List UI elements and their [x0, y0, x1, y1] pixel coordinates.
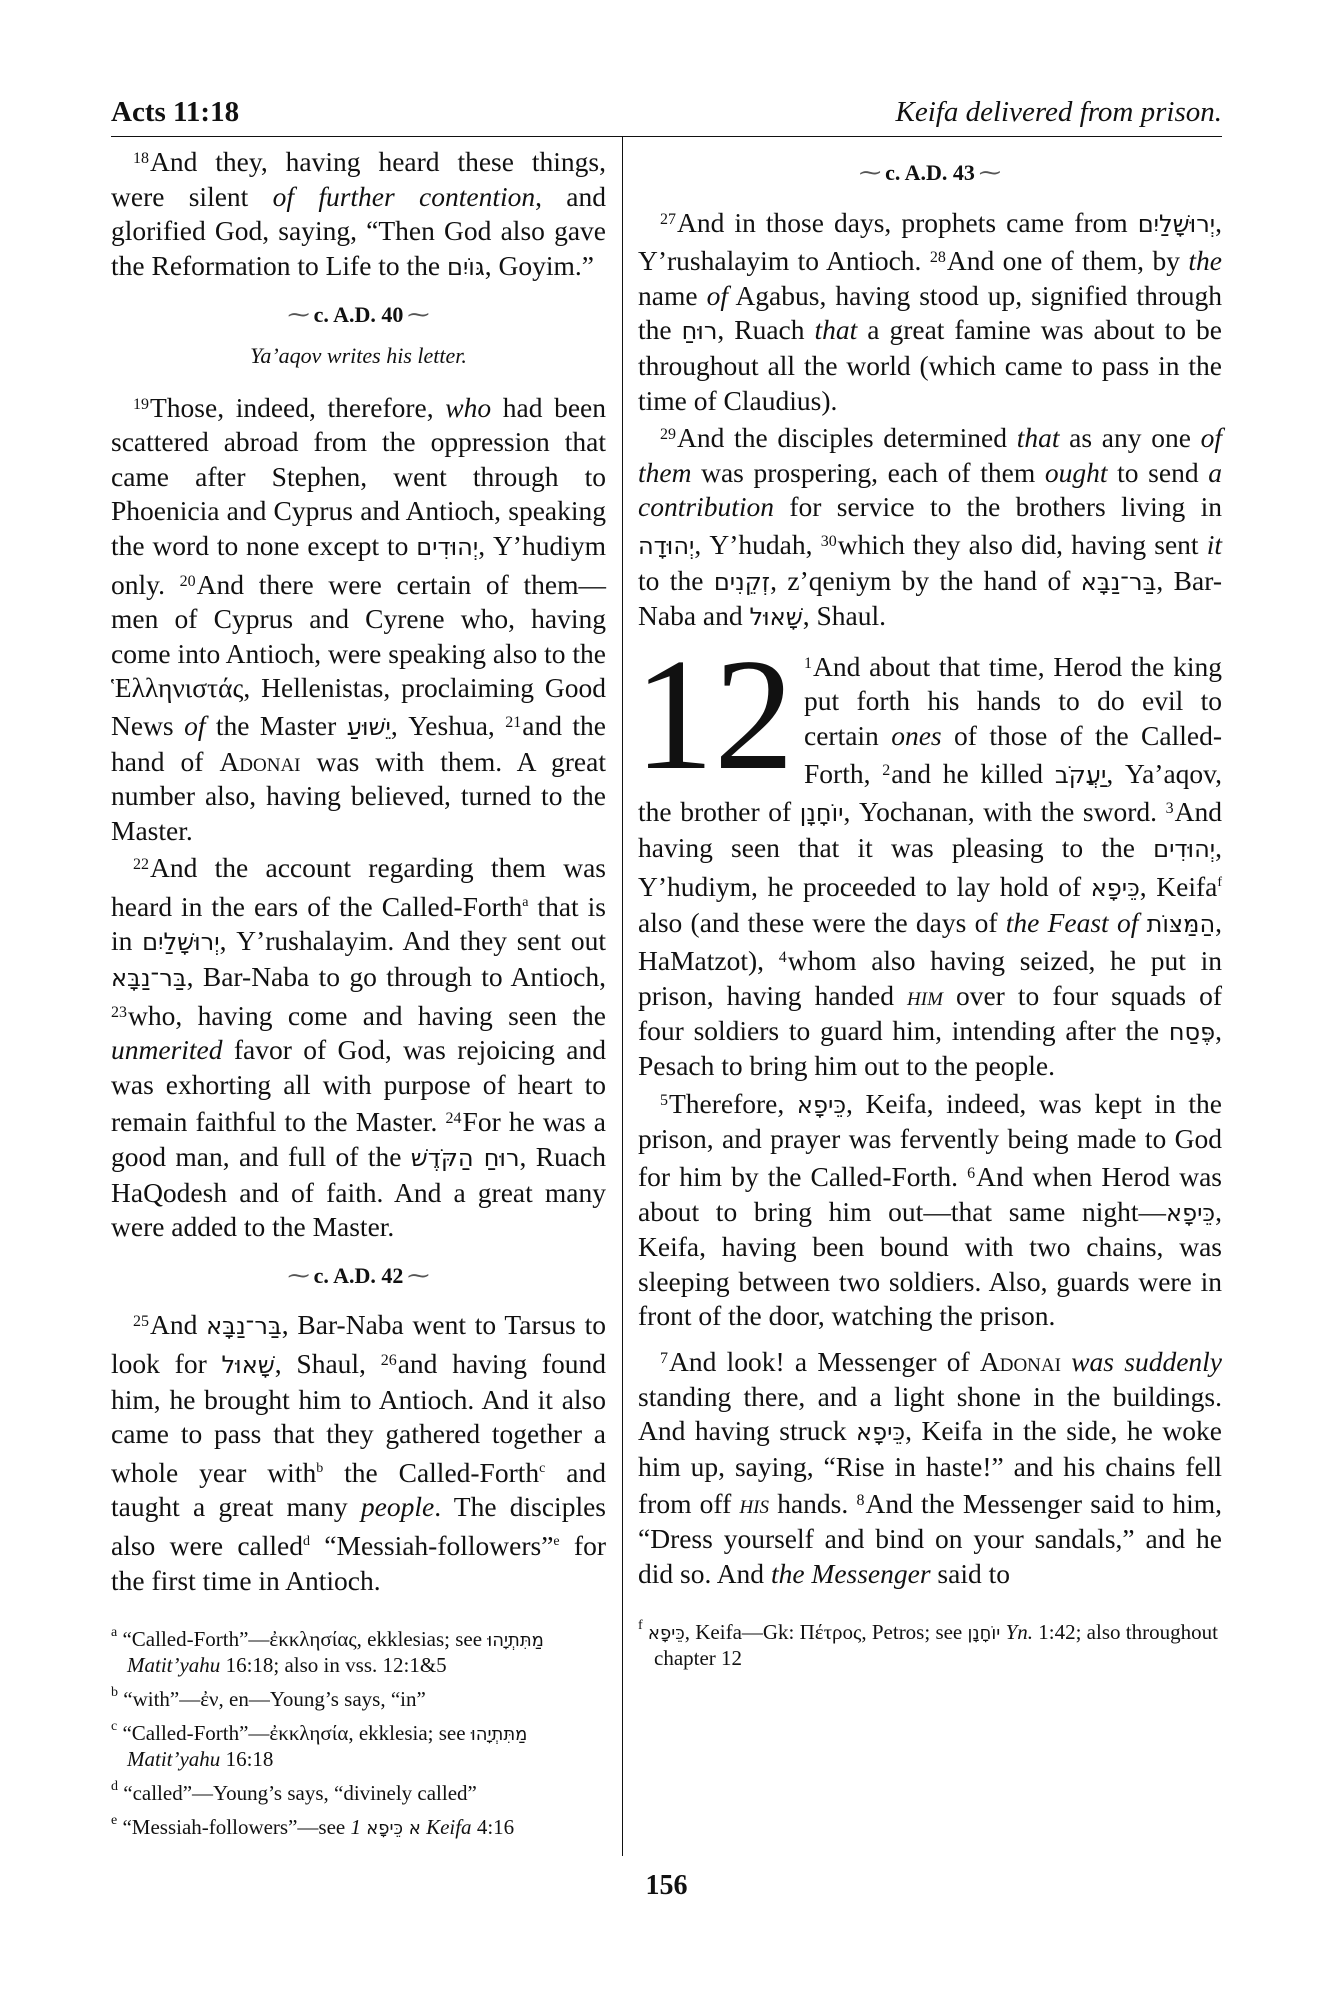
- left-column: [111, 142, 606, 1843]
- header-reference: Acts 11:18: [111, 96, 240, 128]
- column-divider: [622, 136, 623, 1856]
- section-subtitle: Ya’aqov writes his letter.: [250, 342, 467, 368]
- paragraph-v18: $^{18}$And they, having heard these things, were silent of further contention, and glorified God, saying, “Then God also gave the Reformation to Life to the גּוֹיִם, Goyim.”: [111, 146, 606, 281]
- paragraph-v25: $^{25}$And בַּר־נַבָּא, Bar-Naba went to Tarsus to look for שָׁאוּל, Shaul, $^{26}$and having found him, he brought him to Antioch. And it also came to pass that they gathered together a whole year with$^b$ the Called-Forth$^c$ and taught a great many people. The disciples also were called$^d$ “Messiah-followers”$^e$ for the first time in Antioch.: [111, 1309, 606, 1596]
- section-date: ⁓ c. A.D. 40 ⁓: [287, 302, 430, 328]
- page-number: 156: [645, 1870, 688, 1901]
- paragraph-v29: $^{29}$And the disciples determined that as any one of them was prospering, each of them ought to send a contribution for service to the brothers living in יְהוּדָה, Y’hudah, $^{30}$which they also did, having sent it to the זְקֵנִים, z’qeniym by the hand of בַּר־נַבָּא, Bar-Naba and שָׁאוּל, Shaul.: [638, 422, 1222, 632]
- running-header: [111, 96, 1222, 136]
- paragraph-v27: $^{27}$And in those days, prophets came from יְרוּשָׁלַיִם, Y’rushalayim to Antioch. $^{28}$And one of them, by the name of Agabus, having stood up, signified through the רוּחַ, Ruach that a great famine was about to be throughout all the world (which came to pass in the time of Claudius).: [638, 206, 1222, 416]
- header-rule: [111, 136, 1222, 137]
- paragraph-v22: $^{22}$And the account regarding them was heard in the ears of the Called-Forth$^a$ that is in יְרוּשָׁלַיִם, Y’rushalayim. And they sent out בַּר־נַבָּא, Bar-Naba to go through to Antioch, $^{23}$who, having come and having seen the unmerited favor of God, was rejoicing and was exhorting all with purpose of heart to remain faithful to the Master. $^{24}$For he was a good man, and full of the רוּחַ הַקֹּדֶשׁ, Ruach HaQodesh and of faith. And a great many were added to the Master.: [111, 852, 607, 1243]
- paragraph-v19: $^{19}$Those, indeed, therefore, who had been scattered abroad from the oppression that came after Stephen, went through to Phoenicia and Cyprus and Antioch, speaking the word to none except to יְהוּדִים, Y’hudiym only. $^{20}$And there were certain of them—men of Cyprus and Cyrene who, having come into Antioch, were speaking also to the Ἑλληνιστάς, Hellenistas, proclaiming Good News of the Master יֵשׁוּעַ, Yeshua, $^{21}$and the hand of Adonai was with them. A great number also, having believed, turned to the Master.: [111, 391, 607, 846]
- paragraph-v5: $^5$Therefore, כֵּיפָא, Keifa, indeed, was kept in the prison, and prayer was fervently being made to God for him by the Called-Forth. $^6$And when Herod was about to bring him out—that same night—כֵּיפָא, Keifa, having been bound with two chains, was sleeping between two soldiers. Also, guards were in front of the door, watching the prison.: [638, 1087, 1222, 1332]
- paragraph-v7: $^7$And look! a Messenger of Adonai was suddenly standing there, and a light shone in the buildings. And having struck כֵּיפָא, Keifa in the side, he woke him up, saying, “Rise in haste!” and his chains fell from off his hands. $^8$And the Messenger said to him, “Dress yourself and bind on your sandals,” and he did so. And the Messenger said to: [638, 1346, 1222, 1589]
- chapter-number: 12: [634, 624, 794, 803]
- footnotes-left: [111, 1620, 606, 1841]
- footnote: $^c$ “Called-Forth”—ἐκκλησία, ekklesia; see מַתִּתְיָהוּ Matit’yahu 16:18: [111, 1719, 528, 1772]
- right-column: [634, 142, 1222, 1673]
- footnote: $^e$ “Messiah-followers”—see א כֵּיפָא 1 Keifa 4:16: [111, 1813, 515, 1840]
- section-date: ⁓ c. A.D. 42 ⁓: [287, 1262, 430, 1288]
- footnote: $^b$ “with”—ἐν, en—Young’s says, “in”: [111, 1685, 426, 1712]
- header-caption: Keifa delivered from prison.: [895, 96, 1222, 128]
- footnote: $^a$ “Called-Forth”—ἐκκλησίας, ekklesias; see מַתִּתְיָהוּ Matit’yahu 16:18; also in vss. 12:1&5: [111, 1625, 544, 1678]
- footnote: $^d$ “called”—Young’s says, “divinely called”: [111, 1779, 477, 1806]
- paragraph-ch12-v1: 12 $^1$And about that time, Herod the king put forth his hands to do evil to certain ones of those of the Called-Forth, $^2$and he killed יַעֲקֹב, Ya’aqov, the brother of יוֹחָנָן, Yochanan, with the sword. $^3$And having seen that it was pleasing to the יְהוּדִים, Y’hudiym, he proceeded to lay hold of כֵּיפָא, Keifa$^f$ also (and these were the days of the Feast of הַמַּצּוֹת, HaMatzot), $^4$whom also having seized, he put in prison, having handed him over to four squads of four soldiers to guard him, intending after the פֶּסַח, Pesach to bring him out to the people.: [634, 624, 1222, 1082]
- footnote: $^f$ כֵּיפָא, Keifa—Gk: Πέτρος, Petros; see יוֹחָנָן Yn. 1:42; also throughout chapter 12: [638, 1618, 1218, 1671]
- section-date: ⁓ c. A.D. 43 ⁓: [859, 160, 1001, 185]
- footnotes-right: [638, 1613, 1222, 1671]
